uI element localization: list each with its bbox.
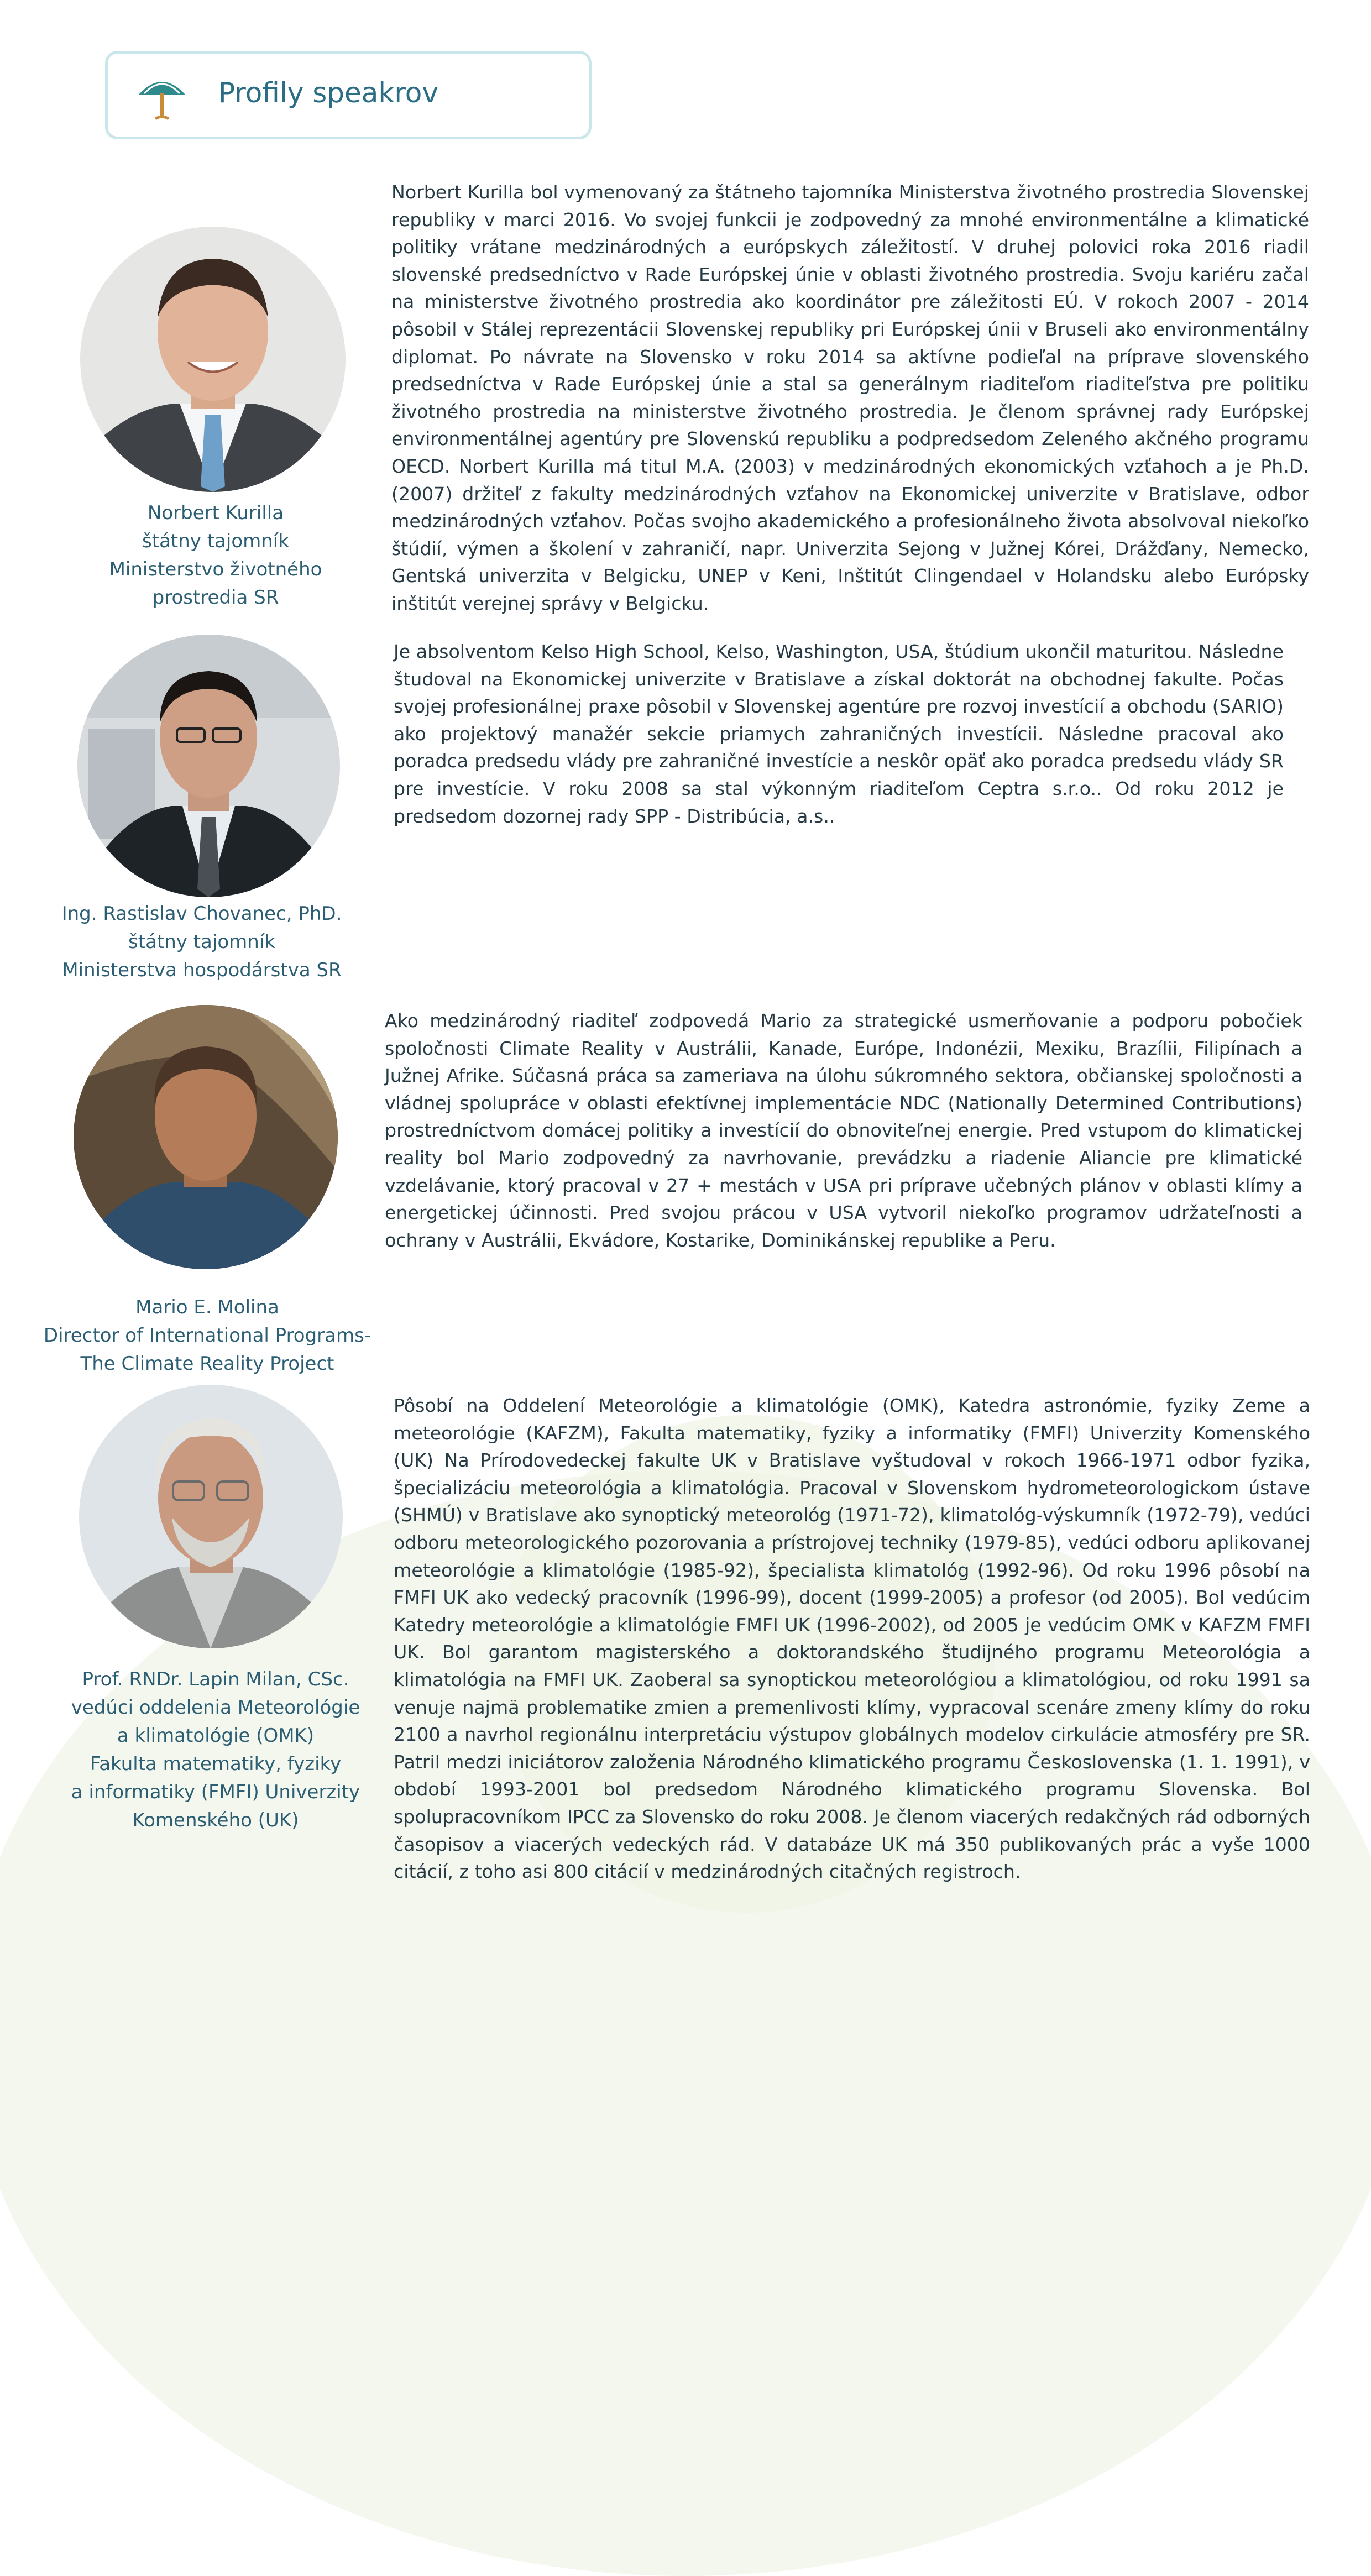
speaker-org: a informatiky (FMFI) Univerzity	[71, 1781, 360, 1803]
speaker-org: Ministerstvo životného	[109, 558, 322, 580]
speaker-bio-lapin: Pôsobí na Oddelení Meteorológie a klimatológie (OMK), Katedra astronómie, fyziky Zeme a meteorológie (KAFZM), Fakulta matematiky, fyziky a informatiky (FMFI) Univerzity Komenského (UK) Na Prírodovedeckej fakulte UK v Bratislave vyštudoval v rokoch 1966-1971 odbor fyzika, špecializáciu meteorológia a klimatológia. Pracoval v Slovenskom hydrometeorologickom ústave (SHMÚ) v Bratislave ako synoptický meteorológ (1971-72), klimatológ-výskumník (1972-79), vedúci odboru meteorologického pozorovania a prístrojovej techniky (1979-85), vedúci odboru aplikovanej meteorológie a klimatológie (1985-92), špecialista klimatológ (1992-96). Od roku 1996 pôsobí na FMFI UK ako vedecký pracovník (1996-99), docent (1999-2005) a profesor (od 2005). Bol vedúcim Katedry meteorológie a klimatológie FMFI UK (1996-2002), od 2005 je vedúcim OMK v KAFZM FMFI UK. Bol garantom magisterského a doktorandského študijného programu Meteorológia a klimatológia na FMFI UK. Zaoberal sa synoptickou meteorológiou a klimatológiou, od roku 1991 sa venuje najmä problematike zmien a premenlivosti klímy, vypracoval scenáre zmeny klímy do roku 2100 a navrhol regionálnu interpretáciu výstupov globálnych modelov cirkulácie atmosféry pre SR. Patril medzi iniciátorov založenia Národného klimatického programu Československa (1. 1. 1991), v období 1993-2001 bol predsedom Národného klimatického programu Slovenska. Bol spolupracovníkom IPCC za Slovensko do roku 2008. Je členom viacerých redakčných rád odborných časopisov a viacerých vedeckých rád. V databáze UK má 350 publikovaných prác a vyše 1000 citácií, z toho asi 800 citácií v medzinárodných citačných registroch.	[394, 1395, 1310, 1883]
speaker-org: prostredia SR	[152, 587, 279, 609]
speaker-photo-chovanec	[77, 635, 340, 897]
speaker-photo-molina	[74, 1005, 338, 1269]
speaker-name: Mario E. Molina	[135, 1296, 279, 1318]
speaker-caption-molina	[39, 1294, 376, 1378]
speaker-caption-chovanec	[53, 900, 351, 985]
speaker-org: Fakulta matematiky, fyziky	[90, 1753, 342, 1775]
speaker-title: štátny tajomník	[128, 931, 275, 953]
speaker-bio-chovanec: Je absolventom Kelso High School, Kelso, Washington, USA, štúdium ukončil maturitou. Následne študoval na Ekonomickej univerzite v Bratislave a získal doktorát na obchodnej fakulte. Počas svojej profesionálnej praxe pôsobil v Slovenskej agentúre pre rozvoj investícií a obchodu (SARIO) ako projektový manažér sekcie priamych zahraničných investícii. Následne pracoval ako poradca predsedu vlády pre zahraničné investície a neskôr opäť ako poradca predsedu vlády SR pre investície. V roku 2008 sa stal výkonným riaditeľom Ceptra s.r.o.. Od roku 2012 je predsedom dozornej rady SPP - Distribúcia, a.s..	[394, 641, 1284, 827]
speaker-org: Ministerstva hospodárstva SR	[62, 959, 342, 981]
page-title: Profily speakrov	[218, 77, 438, 109]
tree-umbrella-icon	[134, 68, 190, 123]
speaker-name: Prof. RNDr. Lapin Milan, CSc.	[82, 1668, 349, 1690]
speaker-bio-molina: Ako medzinárodný riaditeľ zodpovedá Mario za strategické usmerňovanie a podporu pobočiek spoločnosti Climate Reality v Austrálii, Kanade, Európe, Indonézii, Mexiku, Brazílii, Filipínach a Južnej Afrike. Súčasná práca sa zameriava na úlohu súkromného sektora, občianskej spoločnosti a vládnej spolupráce v oblasti efektívnej implementácie NDC (Nationally Determined Contributions) prostredníctvom domácej politiky a investícií do obnoviteľnej energie. Pred vstupom do klimatickej reality bol Mario zodpovedný za navrhovanie, prevádzku a riadenie Aliancie pre klimatické vzdelávanie, ktorý pracoval v 27 + mestách v USA pri príprave učebných plánov v oblasti klímy a energetickej účinnosti. Pred svojou prácou v USA vytvoril niekoľko programov udržateľnosti a ochrany v Austrálii, Ekvádore, Kostarike, Dominikánskej republike a Peru.	[385, 1010, 1302, 1251]
speaker-org: The Climate Reality Project	[80, 1353, 334, 1375]
speaker-org: Komenského (UK)	[132, 1809, 299, 1831]
section-header	[105, 51, 592, 139]
speaker-bio-kurilla: Norbert Kurilla bol vymenovaný za štátneho tajomníka Ministerstva životného prostredia Slovenskej republiky v marci 2016. Vo svojej funkcii je zodpovedný za mnohé environmentálne a klimatické politiky vrátane medzinárodných a európskych záležitostí. V druhej polovici roka 2016 riadil slovenské predsedníctvo v Rade Európskej únie v oblasti životného prostredia. Svoju kariéru začal na ministerstve životného prostredia ako koordinátor pre záležitosti EÚ. V rokoch 2007 - 2014 pôsobil v Stálej reprezentácii Slovenskej republiky pri Európskej únii v Bruseli ako environmentálny diplomat. Po návrate na Slovensko v roku 2014 sa aktívne podieľal na príprave slovenského predsedníctva v Rade Európskej únie a stal sa generálnym riaditeľom riaditeľstva pre politiku životného prostredia na ministerstve životného prostredia. Je členom správnej rady Európskej environmentálnej agentúry pre Slovenskú republiku a podpredsedom Zeleného akčného programu OECD. Norbert Kurilla má titul M.A. (2003) v medzinárodných ekonomických vzťahoch a je Ph.D. (2007) držiteľ z fakulty medzinárodných vzťahov na Ekonomickej univerzite v Bratislave, odbor medzinárodných vzťahov. Počas svojho akademického a profesionálneho života absolvoval niekoľko štúdií, výmen a školení v zahraničí, napr. Univerzita Sejong v Južnej Kórei, Drážďany, Nemecko, Gentská univerzita v Belgicku, UNEP v Keni, Inštitút Clingendael v Holandsku alebo Európsky inštitút verejnej správy v Belgicku.	[391, 181, 1309, 614]
speaker-name: Ing. Rastislav Chovanec, PhD.	[61, 903, 342, 925]
speaker-photo-kurilla	[80, 227, 346, 492]
speaker-title: vedúci oddelenia Meteorológie	[71, 1697, 360, 1719]
speaker-title: Director of International Programs-	[43, 1324, 371, 1347]
speaker-caption-kurilla	[83, 499, 348, 612]
speaker-photo-lapin	[79, 1385, 343, 1648]
speaker-name: Norbert Kurilla	[147, 502, 284, 524]
speaker-title: a klimatológie (OMK)	[117, 1725, 315, 1747]
speaker-caption-lapin	[61, 1666, 370, 1835]
speaker-title: štátny tajomník	[142, 530, 289, 552]
